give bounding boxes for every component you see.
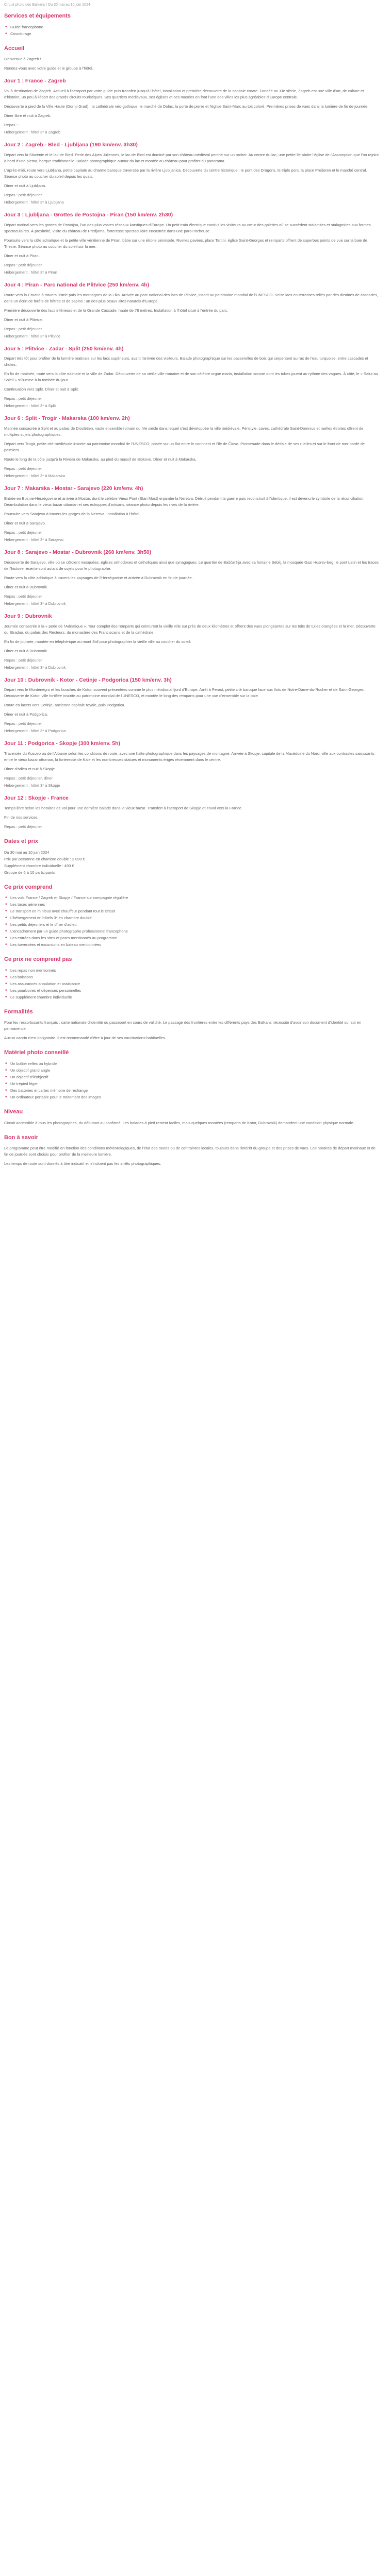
day-paragraph: Dîner et nuit à Ljubljana.	[4, 183, 46, 188]
day-paragraph: Continuation vers Split. Dîner et nuit à Split.	[4, 387, 79, 392]
day-paragraph: Dîner et nuit à Sarajevo.	[4, 520, 46, 526]
ne-comprend-pas-list	[4, 968, 379, 1001]
day-title: Jour 9 : Dubrovnik	[4, 613, 52, 619]
day-meta: Hébergement : hôtel 3* à Ljubljana	[4, 199, 64, 205]
list-item: • Les boissons	[4, 974, 379, 980]
day-paragraph: Entrée en Bosnie-Herzégovine et arrivée à Mostar, dont le célèbre Vieux Pont (Stari Most) enjambe la Neretva. Détruit pendant la guerre puis reconstruit à l'identique, il est devenu le symbole de la réconciliation. Déambulation dans le vieux bazar ottoman et ses échoppes d'artisans, séance photo depuis les rives de la rivière.	[4, 496, 365, 507]
itinerary-page	[0, 0, 383, 1182]
day-paragraph: Matinée consacrée à Split et au palais de Dioclétien, vaste ensemble romain du IVe siècle dans lequel s'est développée la ville médiévale. Péristyle, caves, cathédrale Saint-Domnius et ruelles étroites offrent de multiples sujets photographiques.	[4, 426, 364, 437]
breadcrumb: Circuit photo des Balkans / Du 30 mai au 10 juin 2024	[4, 3, 90, 7]
day-paragraph: Poursuite vers la côte adriatique et la petite ville vénitienne de Piran, bâtie sur une étroite péninsule. Ruelles pavées, place Tartini, église Saint-Georges et remparts offrent de superbes points de vue sur la baie de Trieste. Séance photo au coucher du soleil sur la mer.	[4, 238, 367, 249]
formalites-title: Formalités	[4, 1008, 33, 1015]
day-title: Jour 7 : Makarska - Mostar - Sarajevo (220 km/env. 4h)	[4, 485, 143, 492]
bon-a-savoir-paragraph: Les temps de route sont donnés à titre indicatif et n'incluent pas les arrêts photographiques.	[4, 1161, 161, 1166]
day-paragraph: Dîner et nuit à Dubrovnik.	[4, 648, 48, 653]
day-paragraph: Départ très tôt pour profiter de la lumière matinale sur les lacs supérieurs, avant l'arrivée des visiteurs. Balade photographique sur les passerelles de bois qui serpentent au ras de l'eau turquoise, entre cascades et chutes.	[4, 356, 368, 367]
dates-prix-line: Supplément chambre individuelle : 490 €	[4, 863, 74, 868]
day-meta: Hébergement : hôtel 3* à Makarska	[4, 473, 65, 479]
day-meta: Hébergement : hôtel 3* à Split	[4, 403, 56, 409]
day-paragraph: Découverte à pied de la Ville Haute (Gornji Grad) : la cathédrale néo-gothique, le marché de Dolac, la porte de pierre et l'église Saint-Marc au toit coloré. Premières prises de vues dans la lumière de fin de journée.	[4, 104, 369, 109]
day-paragraph: Route vers la Croatie à travers l'Istrie puis les montagnes de la Lika. Arrivée au parc national des lacs de Plitvice, inscrit au patrimoine mondial de l'UNESCO. Seize lacs en terrasses reliés par des dizaines de cascades, dans un écrin de forêts de hêtres et de sapins : un des plus beaux sites naturels d'Europe.	[4, 292, 378, 303]
list-item: • Un objectif téléobjectif	[4, 1074, 379, 1080]
day-paragraph: Dîner et nuit à Podgorica.	[4, 712, 48, 717]
day-paragraph: L'après-midi, route vers Ljubljana, petite capitale au charme baroque traversée par la rivière Ljubljanica. Découverte du centre historique : le pont des Dragons, le triple pont, la place Prešeren et le marché central. Séance photo au coucher du soleil depuis les quais.	[4, 167, 367, 179]
ne-comprend-pas-title: Ce prix ne comprend pas	[4, 956, 72, 963]
day-meta: Repas : petit déjeuner	[4, 657, 42, 663]
accueil-title: Accueil	[4, 45, 25, 52]
list-item: • Les assurances annulation et assistance	[4, 981, 379, 987]
day-block	[4, 484, 379, 543]
day-meta: Hébergement : hôtel 3* à Dubrovnik	[4, 665, 66, 670]
day-meta: Hébergement : hôtel 3* à Sarajevo	[4, 537, 64, 542]
day-paragraph: Dîner libre et nuit à Zagreb.	[4, 113, 52, 118]
day-meta: Hébergement : hôtel 3* à Zagreb	[4, 130, 61, 135]
day-block	[4, 612, 379, 671]
materiel-title: Matériel photo conseillé	[4, 1049, 69, 1056]
list-item: • Un objectif grand angle	[4, 1067, 379, 1074]
list-item: • Les pourboires et dépenses personnelles	[4, 988, 379, 994]
list-item: • Les traversées et excursions en bateau mentionnées	[4, 942, 379, 948]
day-paragraph: Dîner et nuit à Dubrovnik.	[4, 584, 48, 589]
list-item: • Un trépied léger	[4, 1081, 379, 1087]
day-meta: Repas : petit déjeuner, dîner	[4, 776, 53, 781]
day-paragraph: Dîner et nuit à Plitvice.	[4, 317, 43, 322]
day-paragraph: En fin de journée, montée en téléphérique au mont Srđ pour photographier la vieille ville au coucher du soleil.	[4, 639, 191, 644]
day-paragraph: Temps libre selon les horaires de vol pour une dernière balade dans le vieux bazar. Transfert à l'aéroport de Skopje et envol vers la France.	[4, 805, 243, 810]
day-block	[4, 548, 379, 607]
day-paragraph: Première découverte des lacs inférieurs et de la Grande Cascade, haute de 78 mètres. Installation à l'hôtel situé à l'entrée du parc.	[4, 308, 228, 313]
list-item: • L'encadrement par un guide photographe professionnel francophone	[4, 928, 379, 935]
day-meta: Hébergement : hôtel 3* à Dubrovnik	[4, 601, 66, 606]
day-title: Jour 8 : Sarajevo - Mostar - Dubrovnik (260 km/env. 3h50)	[4, 549, 152, 555]
day-meta: Repas : petit déjeuner	[4, 192, 42, 197]
day-meta: Repas : -	[4, 123, 20, 128]
dates-prix-line: Du 30 mai au 10 juin 2024	[4, 850, 50, 855]
day-meta: Repas : petit déjeuner	[4, 326, 42, 331]
formalites-paragraph: Pour les ressortissants français : carte nationale d'identité ou passeport en cours de validité. Le passage des frontières entre les différents pays des Balkans nécessite d'avoir son document d'identité sur soi en permanence.	[4, 1020, 362, 1031]
day-paragraph: Découverte de Sarajevo, ville où se côtoient mosquées, églises orthodoxes et catholiques ainsi que synagogues. Le quartier de Baščaršija avec sa fontaine Sebilj, la mosquée Gazi Husrev-beg, le pont Latin et les traces de l'histoire récente sont autant de sujets pour le photographe.	[4, 560, 379, 571]
day-title: Jour 3 : Ljubljana - Grottes de Postojna - Piran (150 km/env. 2h30)	[4, 211, 173, 218]
list-item: • Les entrées dans les sites et parcs mentionnés au programme	[4, 935, 379, 941]
niveau-paragraph: Circuit accessible à tous les photographes, du débutant au confirmé. Les balades à pied restent faciles, mais quelques montées (remparts de Kotor, Dubrovnik) demandent une condition physique normale.	[4, 1120, 354, 1125]
day-paragraph: Route en lacets vers Cetinje, ancienne capitale royale, puis Podgorica.	[4, 703, 125, 708]
day-title: Jour 11 : Podgorica - Skopje (300 km/env. 5h)	[4, 740, 121, 747]
day-meta: Hébergement : hôtel 3* à Skopje	[4, 783, 60, 788]
day-meta: Repas : petit déjeuner	[4, 262, 42, 267]
services-item: • Guide francophone	[4, 24, 379, 30]
day-meta: Hébergement : hôtel 3* à Podgorica	[4, 728, 66, 734]
dates-prix-line: Groupe de 6 à 10 participants	[4, 870, 55, 875]
list-item: • Un boîtier reflex ou hybride	[4, 1061, 379, 1067]
day-meta: Repas : petit déjeuner	[4, 824, 42, 829]
day-title: Jour 5 : Plitvice - Zadar - Split (250 km/env. 4h)	[4, 345, 124, 352]
niveau-title: Niveau	[4, 1108, 23, 1115]
day-title: Jour 4 : Piran - Parc national de Plitvice (250 km/env. 4h)	[4, 281, 150, 288]
day-meta: Repas : petit déjeuner	[4, 396, 42, 401]
comprend-list	[4, 895, 379, 948]
bon-a-savoir-paragraph: Le programme peut être modifié en fonction des conditions météorologiques, de l'état des routes ou de contraintes locales, toujours dans l'intérêt du groupe et des prises de vues. Les horaires de départ matinaux et de fin de journée sont choisis pour profiter de la meilleure lumière.	[4, 1146, 376, 1157]
accueil-line: Bienvenue à Zagreb !	[4, 57, 41, 62]
day-paragraph: Dîner d'adieu et nuit à Skopje.	[4, 767, 56, 772]
day-meta: Repas : petit déjeuner	[4, 721, 42, 726]
list-item: • Les repas non mentionnés	[4, 968, 379, 974]
day-block	[4, 281, 379, 340]
services-title: Services et équipements	[4, 13, 71, 20]
day-title: Jour 6 : Split - Trogir - Makarska (100 km/env. 2h)	[4, 415, 130, 422]
services-item: • Covoiturage	[4, 31, 379, 37]
day-meta: Repas : petit déjeuner	[4, 594, 42, 599]
dates-prix-title: Dates et prix	[4, 838, 39, 844]
bon-a-savoir-title: Bon à savoir	[4, 1134, 39, 1141]
day-meta: Repas : petit déjeuner	[4, 530, 42, 535]
dates-prix-line: Prix par personne en chambre double : 2 890 €	[4, 856, 85, 861]
list-item: • Le transport en minibus avec chauffeur pendant tout le circuit	[4, 908, 379, 914]
day-block	[4, 211, 379, 276]
day-paragraph: Route vers la côte adriatique à travers les paysages de l'Herzégovine et arrivée à Dubrovnik en fin de journée.	[4, 575, 193, 580]
day-block	[4, 77, 379, 135]
day-paragraph: Départ vers le Monténégro et les bouches de Kotor, souvent présentées comme le plus méridional fjord d'Europe. Arrêt à Perast, petite cité baroque face aux îlots de Notre-Dame-du-Rocher et de Saint-Georges. Découverte de Kotor, ville fortifiée inscrite au patrimoine mondial de l'UNESCO, et montée le long des remparts pour une vue d'ensemble sur la baie.	[4, 687, 365, 699]
day-title: Jour 12 : Skopje - France	[4, 795, 69, 802]
day-block	[4, 141, 379, 206]
list-item: • L'hébergement en hôtels 3* en chambre double	[4, 915, 379, 921]
list-item: • Le supplément chambre individuelle	[4, 994, 379, 1001]
materiel-list	[4, 1061, 379, 1100]
day-paragraph: Départ vers Trogir, petite cité médiévale inscrite au patrimoine mondial de l'UNESCO, posée sur un îlot entre le continent et l'île de Čiovo. Promenade dans le dédale de ses ruelles et sur le front de mer bordé de palmiers.	[4, 442, 365, 453]
day-paragraph: En fin de matinée, route vers la côte dalmate et la ville de Zadar. Découverte de sa vieille ville romaine et de son célèbre orgue marin, installation sonore dont les tubes jouent au rythme des vagues. À côté, le « Salut au Soleil » s'illumine à la tombée du jour.	[4, 371, 378, 383]
day-title: Jour 2 : Zagreb - Bled - Ljubljana (190 km/env. 3h30)	[4, 142, 138, 148]
day-meta: Hébergement : hôtel 3* à Piran	[4, 269, 57, 275]
comprend-title: Ce prix comprend	[4, 884, 53, 890]
day-paragraph: Vol à destination de Zagreb. Accueil à l'aéroport par votre guide puis transfert jusqu'à l'hôtel, installation et première découverte de la capitale croate. Fondée au XIe siècle, Zagreb est une ville d'art, de culture et d'histoire, un peu à l'écart des grands circuits touristiques. Ses quartiers médiévaux, ses églises et ses musées en font l'une des villes les plus agréables d'Europe centrale.	[4, 89, 364, 100]
day-paragraph: Départ vers la Slovénie et le lac de Bled. Perle des Alpes Juliennes, le lac de Bled est dominé par son château médiéval perché sur un rocher. Au centre du lac, une petite île abrite l'église de l'Assomption que l'on rejoint à bord d'une pletna, barque traditionnelle. Balade photographique autour du lac et montée au château pour profiter du panorama.	[4, 152, 379, 163]
services-list	[4, 24, 379, 37]
formalites-paragraph: Aucun vaccin n'est obligatoire. Il est recommandé d'être à jour de ses vaccinations habituelles.	[4, 1036, 166, 1041]
day-block	[4, 739, 379, 789]
list-item: • Les petits déjeuners et le dîner d'adieu	[4, 922, 379, 928]
day-meta: Hébergement : hôtel 3* à Plitvice	[4, 333, 61, 338]
list-item: • Des batteries et cartes mémoire de rechange	[4, 1088, 379, 1094]
day-paragraph: Départ matinal vers les grottes de Postojna, l'un des plus vastes réseaux karstiques d'Europe. Un petit train électrique conduit les visiteurs au cœur des galeries où se succèdent stalactites et stalagmites aux formes spectaculaires. À proximité, visite du château de Predjama, forteresse spectaculaire encastrée dans une paroi rocheuse.	[4, 222, 371, 233]
day-paragraph: Poursuite vers Sarajevo à travers les gorges de la Neretva. Installation à l'hôtel.	[4, 511, 141, 516]
day-paragraph: Dîner et nuit à Piran.	[4, 253, 40, 258]
list-item: • Les taxes aériennes	[4, 902, 379, 908]
day-paragraph: Route le long de la côte jusqu'à la Riviera de Makarska, au pied du massif de Biokovo. Dîner et nuit à Makarska.	[4, 457, 197, 462]
day-block	[4, 414, 379, 479]
itinerary-days	[4, 77, 379, 830]
day-block	[4, 794, 379, 830]
list-item: • Les vols France / Zagreb et Skopje / France sur compagnie régulière	[4, 895, 379, 901]
day-title: Jour 1 : France - Zagreb	[4, 78, 66, 84]
day-paragraph: Traversée du Kosovo ou de l'Albanie selon les conditions de route, avec une halte photographique dans les paysages de montagne. Arrivée à Skopje, capitale de la Macédoine du Nord, ville aux contrastes saisissants entre le vieux bazar ottoman, la forteresse de Kale et les nombreuses statues et monuments érigés récemment dans le centre.	[4, 751, 374, 762]
day-meta: Repas : petit déjeuner	[4, 466, 42, 471]
list-item: • Un ordinateur portable pour le traitement des images	[4, 1094, 379, 1100]
day-title: Jour 10 : Dubrovnik - Kotor - Cetinje - Podgorica (150 km/env. 3h)	[4, 676, 172, 683]
day-paragraph: Fin de nos services.	[4, 815, 39, 820]
day-block	[4, 345, 379, 410]
day-block	[4, 676, 379, 735]
accueil-line: Rendez-vous avec votre guide et le groupe à l'hôtel.	[4, 66, 93, 71]
day-paragraph: Journée consacrée à la « perle de l'Adriatique ». Tour complet des remparts qui ceinturent la vieille ville sur près de deux kilomètres et offrent des vues plongeantes sur les toits de tuiles orangées et la mer. Découverte du Stradun, du palais des Recteurs, du monastère des Franciscains et de la cathédrale.	[4, 623, 376, 635]
